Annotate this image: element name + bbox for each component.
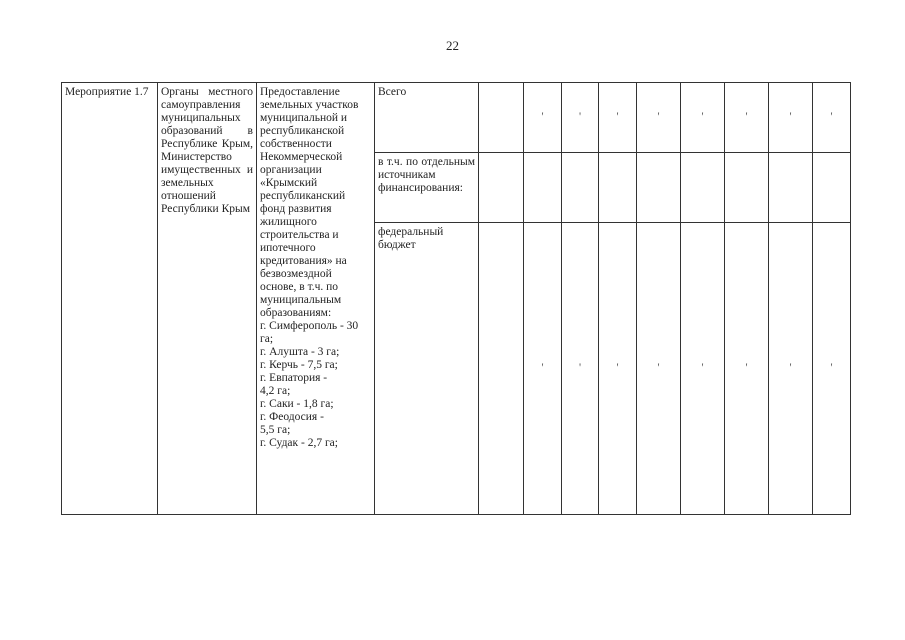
description-line: га; bbox=[260, 333, 274, 345]
value-cell: ' bbox=[524, 83, 562, 153]
description-line: кредитования» на bbox=[260, 255, 347, 267]
description-line: г. Керчь - 7,5 га; bbox=[260, 359, 338, 371]
description-line: организации bbox=[260, 164, 322, 176]
value-cell: ' bbox=[725, 83, 769, 153]
value-cell: ' bbox=[681, 223, 725, 515]
value-cell bbox=[479, 223, 524, 515]
description-line: земельных участков bbox=[260, 99, 359, 111]
description-line: безвозмездной bbox=[260, 268, 332, 280]
funding-total-cell: Всего bbox=[375, 83, 479, 153]
description-line: 4,2 га; bbox=[260, 385, 291, 397]
description-line: образованиям: bbox=[260, 307, 332, 319]
value-cell: ' bbox=[637, 223, 681, 515]
value-cell: ' bbox=[813, 223, 851, 515]
value-cell bbox=[681, 153, 725, 223]
program-table bbox=[61, 82, 851, 515]
value-cell bbox=[562, 153, 599, 223]
description-line: г. Саки - 1,8 га; bbox=[260, 398, 334, 410]
funding-federal-cell: федеральный бюджет bbox=[375, 223, 479, 515]
description-line: г. Симферополь - 30 bbox=[260, 320, 359, 332]
value-cell: ' bbox=[769, 223, 813, 515]
value-cell bbox=[637, 153, 681, 223]
value-cell bbox=[725, 153, 769, 223]
value-cell: ' bbox=[637, 83, 681, 153]
description-line: муниципальным bbox=[260, 294, 342, 306]
value-cell: ' bbox=[769, 83, 813, 153]
value-cell bbox=[479, 153, 524, 223]
executor-cell: Органы местного самоуправления муниципальных образований в Республике Крым, Министерство имущественных и земельных отношений Республики Крым bbox=[158, 83, 257, 515]
description-line: 5,5 га; bbox=[260, 424, 291, 436]
measure-cell: Мероприятие 1.7 bbox=[62, 83, 158, 515]
description-line: строительства и bbox=[260, 229, 339, 241]
page-number: 22 bbox=[446, 38, 459, 53]
value-cell: ' bbox=[599, 83, 637, 153]
description-line: «Крымский bbox=[260, 177, 318, 189]
value-cell bbox=[813, 153, 851, 223]
description-cell bbox=[257, 83, 375, 515]
value-cell: ' bbox=[524, 223, 562, 515]
description-line: г. Евпатория - bbox=[260, 372, 328, 384]
description-line: республиканский bbox=[260, 190, 346, 202]
value-cell: ' bbox=[599, 223, 637, 515]
value-cell: ' bbox=[813, 83, 851, 153]
description-line: г. Судак - 2,7 га; bbox=[260, 437, 338, 449]
description-line: собственности bbox=[260, 138, 332, 150]
description-line: г. Феодосия - bbox=[260, 411, 324, 423]
description-line: муниципальной и bbox=[260, 112, 348, 124]
description-line: Некоммерческой bbox=[260, 151, 343, 163]
funding-sources-cell: в т.ч. по отдельным источникам финансирования: bbox=[375, 153, 479, 223]
description-line: Предоставление bbox=[260, 86, 340, 98]
value-cell: ' bbox=[725, 223, 769, 515]
description-line: республиканской bbox=[260, 125, 345, 137]
value-cell bbox=[479, 83, 524, 153]
description-line: г. Алушта - 3 га; bbox=[260, 346, 340, 358]
table-row bbox=[62, 83, 851, 153]
description-line: фонд развития bbox=[260, 203, 332, 215]
description-line: жилищного bbox=[260, 216, 317, 228]
value-cell bbox=[769, 153, 813, 223]
value-cell bbox=[524, 153, 562, 223]
description-line: ипотечного bbox=[260, 242, 316, 254]
value-cell: ' bbox=[681, 83, 725, 153]
description-line: основе, в т.ч. по bbox=[260, 281, 339, 293]
value-cell bbox=[599, 153, 637, 223]
value-cell: ' bbox=[562, 83, 599, 153]
value-cell: ' bbox=[562, 223, 599, 515]
